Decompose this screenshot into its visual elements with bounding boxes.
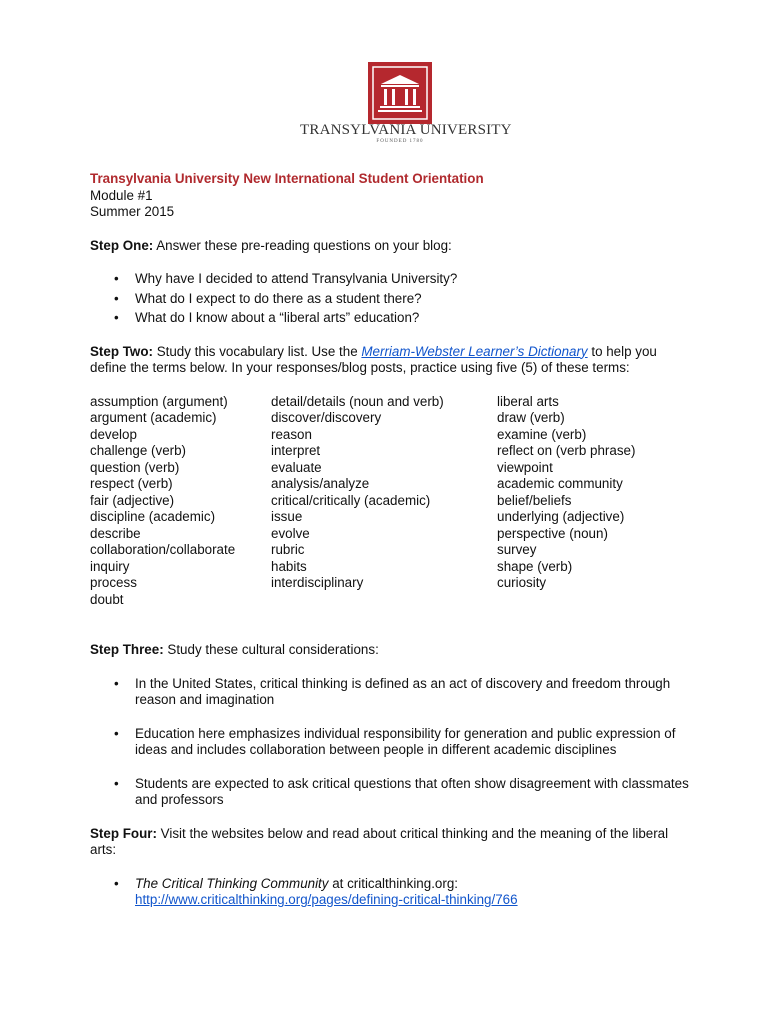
vocabulary-list (90, 394, 690, 609)
vocab-term: analysis/analyze (271, 476, 370, 491)
vocab-term: draw (verb) (497, 410, 565, 425)
resource-title: The Critical Thinking Community (135, 875, 329, 891)
university-logo (300, 62, 512, 152)
step-three-text: Study these cultural considerations: (163, 642, 379, 657)
vocab-term: survey (497, 542, 537, 557)
vocab-term: reason (271, 426, 312, 442)
vocab-term: viewpoint (497, 459, 553, 475)
vocab-term: collaboration/collaborate (90, 542, 236, 557)
vocab-term: fair (adjective) (90, 492, 175, 508)
vocab-term: perspective (noun) (497, 525, 608, 541)
vocab-term: underlying (adjective) (497, 509, 625, 524)
vocab-term: examine (verb) (497, 426, 587, 442)
vocabulary-column-1 (90, 394, 271, 609)
step-four-text: Visit the websites below and read about critical thinking and the meaning of the liberal arts: (90, 825, 669, 857)
vocab-term: curiosity (497, 575, 547, 590)
step-two-text: Study this vocabulary list. Use the (152, 343, 362, 359)
step-three-instruction (90, 642, 690, 659)
step-one-questions (90, 271, 690, 327)
vocabulary-column-2 (271, 394, 497, 609)
university-founded: FOUNDED 1780 (376, 139, 424, 144)
list-item: • In the United States, critical thinking is defined as an act of discovery and freedom through reason and imagination (90, 676, 690, 709)
step-one-label: Step One: (90, 237, 154, 253)
vocab-term: shape (verb) (497, 558, 573, 574)
resource-site: at criticalthinking.org: (328, 875, 458, 891)
vocab-term: detail/details (noun and verb) (271, 393, 444, 409)
list-item: • What do I know about a “liberal arts” education? (90, 310, 690, 327)
vocab-term: develop (90, 426, 137, 442)
document-body (90, 171, 690, 909)
vocab-term: evolve (271, 525, 310, 541)
vocab-term: belief/beliefs (497, 492, 572, 508)
list-item: • Education here emphasizes individual responsibility for generation and public expression of ideas and includes collaboration between people in different academic disciplines (90, 726, 690, 759)
cultural-considerations (90, 676, 690, 809)
vocab-term: discover/discovery (271, 410, 382, 425)
step-one-instruction (90, 238, 690, 255)
vocab-term: assumption (argument) (90, 393, 228, 409)
university-seal-icon (368, 62, 432, 124)
step-one-text: Answer these pre-reading questions on your blog: (153, 237, 452, 253)
step-two-label: Step Two: (90, 343, 153, 359)
step-four-label: Step Four: (90, 825, 157, 841)
vocab-term: critical/critically (academic) (271, 492, 431, 508)
step-three-label: Step Three: (90, 642, 164, 657)
university-name: TRANSYLVANIA UNIVERSITY (300, 122, 512, 138)
module-label: Module #1 (90, 187, 153, 203)
resource-list (90, 876, 690, 909)
step-two-instruction (90, 344, 690, 377)
vocab-term: respect (verb) (90, 476, 173, 491)
step-four-instruction (90, 826, 690, 859)
step-two-text-after: to help you define the terms below. In your responses/blog posts, practice using five (5) of these terms: (90, 343, 657, 375)
term-label: Summer 2015 (90, 204, 175, 219)
resource-url-link[interactable]: http://www.criticalthinking.org/pages/defining-critical-thinking/766 (135, 892, 518, 907)
list-item: • Why have I decided to attend Transylvania University? (90, 271, 690, 288)
list-item (90, 876, 690, 909)
vocab-term: describe (90, 525, 141, 541)
vocab-term: academic community (497, 476, 623, 491)
vocab-term: habits (271, 558, 307, 574)
list-item: • Students are expected to ask critical questions that often show disagreement with classmates and professors (90, 776, 690, 809)
vocab-term: inquiry (90, 558, 130, 574)
vocab-term: rubric (271, 542, 305, 557)
vocab-term: liberal arts (497, 393, 559, 409)
vocab-term: argument (academic) (90, 410, 217, 425)
vocab-term: challenge (verb) (90, 443, 187, 458)
vocab-term: issue (271, 509, 303, 524)
vocab-term: discipline (academic) (90, 509, 216, 524)
vocab-term: reflect on (verb phrase) (497, 443, 636, 458)
list-item: • What do I expect to do there as a student there? (90, 291, 690, 308)
vocab-term: interpret (271, 443, 321, 458)
vocabulary-column-3 (497, 394, 687, 609)
vocab-term: evaluate (271, 459, 322, 475)
vocab-term: process (90, 575, 137, 590)
dictionary-link[interactable]: Merriam-Webster Learner’s Dictionary (361, 343, 588, 359)
vocab-term: interdisciplinary (271, 575, 364, 590)
vocab-term: question (verb) (90, 459, 180, 475)
document-title: Transylvania University New International Student Orientation (90, 171, 484, 186)
vocab-term: doubt (90, 591, 124, 607)
